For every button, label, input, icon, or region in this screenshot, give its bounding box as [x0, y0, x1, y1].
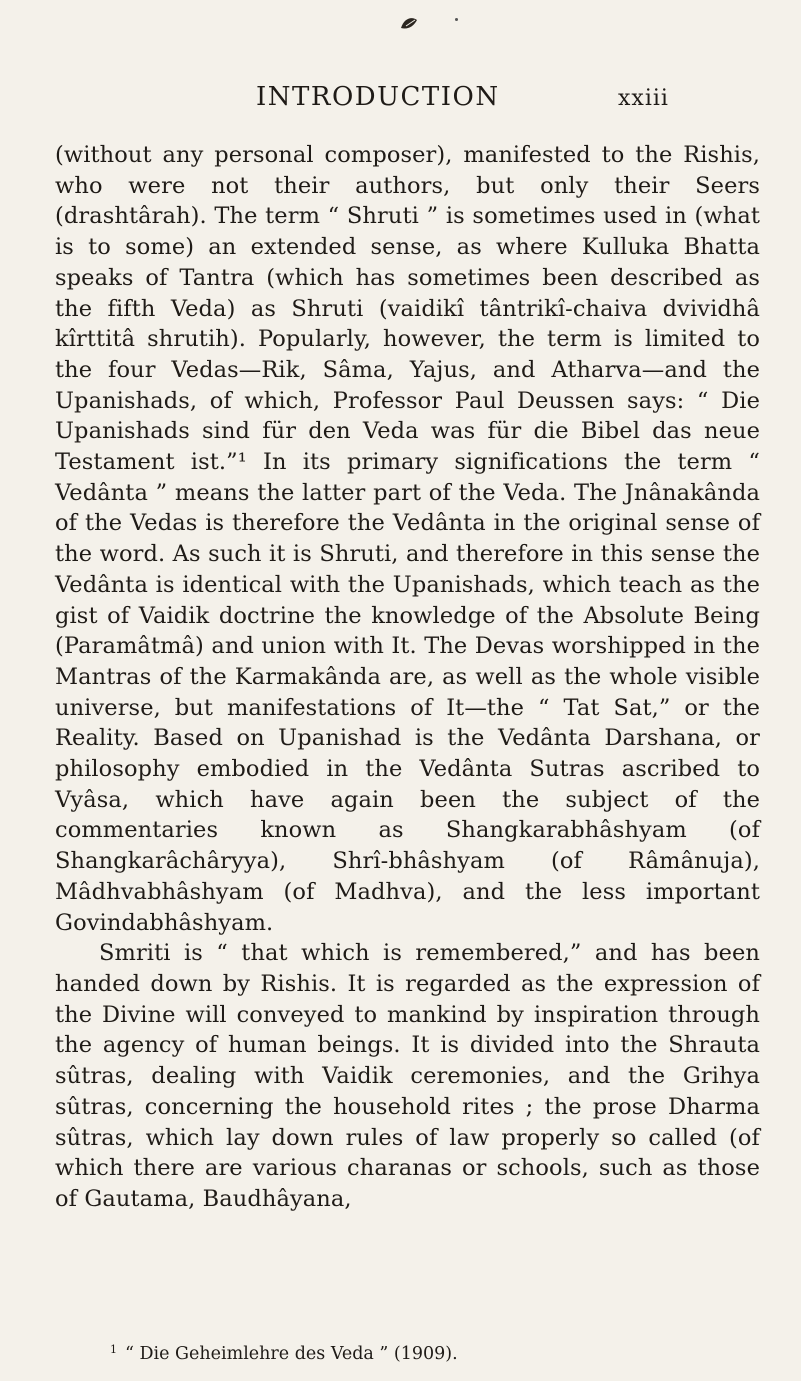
- page-header: [0, 82, 801, 122]
- footnote-marker: 1: [110, 1343, 117, 1356]
- footnote-text: “ Die Geheimlehre des Veda ” (1909).: [125, 1344, 458, 1364]
- print-speck: [455, 18, 458, 21]
- running-title: INTRODUCTION: [256, 82, 500, 112]
- paragraph: (without any personal composer), manifested to the Rishis, who were not their authors, but only their Seers (drashtârah). The term “ Shruti ” is sometimes used in (what is to some) an extended sense, as where Kulluka Bhatta speaks of Tantra (which has sometimes been described as the fifth Veda) as Shruti (vaidikî tântrikî-chaiva dvividhâ kîrttitâ shrutih). Popularly, however, the term is limited to the four Vedas—Rik, Sâma, Yajus, and Atharva—and the Upanishads, of which, Professor Paul Deussen says: “ Die Upanishads sind für den Veda was für die Bibel das neue Testament ist.”¹ In its primary significations the term “ Vedânta ” means the latter part of the Veda. The Jnânakânda of the Vedas is therefore the Vedânta in the original sense of the word. As such it is Shruti, and therefore in this sense the Vedânta is identical with the Upanishads, which teach as the gist of Vaidik doctrine the knowledge of the Absolute Being (Paramâtmâ) and union with It. The Devas worshipped in the Mantras of the Karmakânda are, as well as the whole visible universe, but manifestations of It—the “ Tat Sat,” or the Reality. Based on Upanishad is the Vedânta Darshana, or philosophy embodied in the Vedânta Sutras ascribed to Vyâsa, which have again been the subject of the commentaries known as Shangkarabhâshyam (of Shangkarâchâryya), Shrî-bhâshyam (of Râmânuja), Mâdhvabhâshyam (of Madhva), and the less important Govindabhâshyam.: [55, 142, 760, 936]
- page-number: xxiii: [618, 86, 669, 111]
- paragraph: Smriti is “ that which is remembered,” and has been handed down by Rishis. It is regarded as the expression of the Divine will conveyed to mankind by inspiration through the agency of human beings. It is divided into the Shrauta sûtras, dealing with Vaidik ceremonies, and the Grihya sûtras, concerning the household rites ; the prose Dharma sûtras, which lay down rules of law properly so called (of which there are various charanas or schools, such as those of Gautama, Baudhâyana,: [55, 940, 760, 1212]
- footnote: [110, 1343, 458, 1364]
- body-text: [55, 140, 760, 1215]
- leaf-ornament-icon: [398, 14, 420, 34]
